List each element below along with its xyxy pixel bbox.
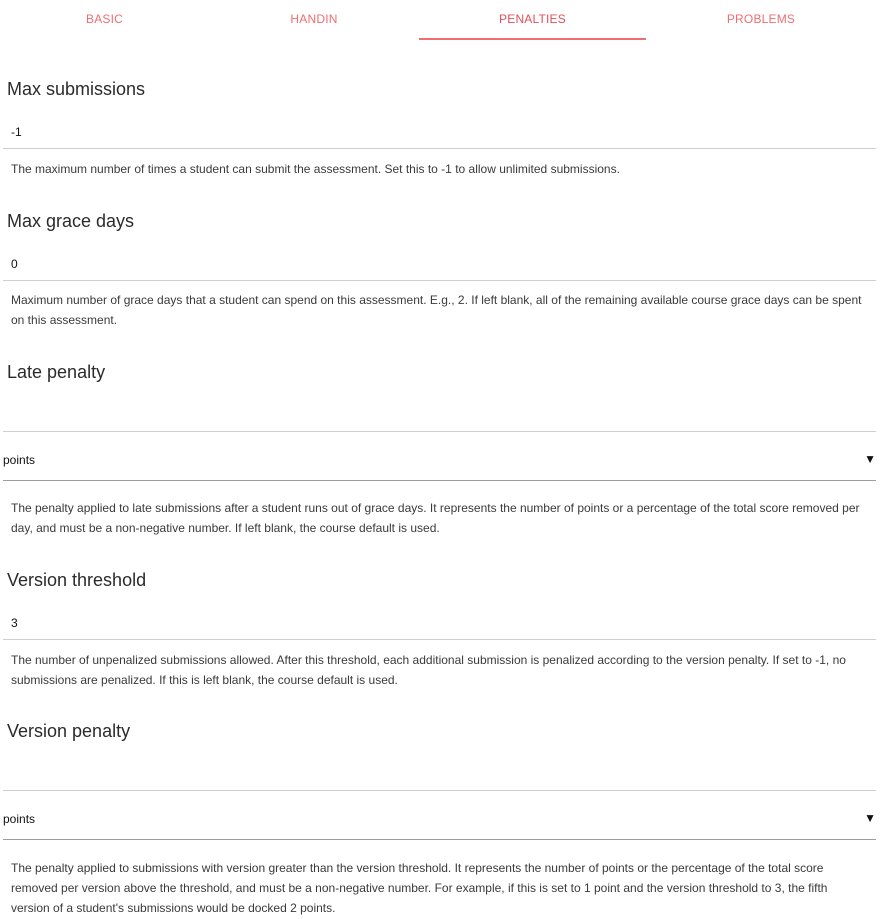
version-threshold-label: Version threshold [7, 570, 147, 590]
late-penalty-unit-select[interactable] [3, 441, 876, 481]
version-penalty-input[interactable] [3, 757, 876, 791]
late-penalty-help: The penalty applied to late submissions after a student runs out of grace days. It represents the number of points or a percentage of the total score removed per day, and must be a non-negative number. If left blank, the course default is used. [11, 501, 860, 535]
tab-handin[interactable]: HANDIN [290, 12, 338, 26]
version-penalty-label: Version penalty [7, 721, 131, 741]
caret-down-icon: ▼ [864, 452, 876, 466]
late-penalty-input[interactable] [3, 398, 876, 432]
max-submissions-help: The maximum number of times a student can submit the assessment. Set this to -1 to allow unlimited submissions. [11, 162, 620, 176]
tab-bar [0, 0, 876, 42]
max-submissions-label: Max submissions [7, 79, 146, 99]
caret-down-icon: ▼ [864, 811, 876, 825]
version-threshold-help: The number of unpenalized submissions allowed. After this threshold, each additional submission is penalized according to the version penalty. If set to -1, no submissions are penalized. If this is left blank, the course default is used. [11, 653, 846, 687]
tab-basic[interactable]: BASIC [85, 12, 123, 26]
tab-penalties[interactable]: PENALTIES [499, 12, 566, 26]
version-penalty-unit-select[interactable] [3, 800, 876, 840]
version-penalty-help: The penalty applied to submissions with version greater than the version threshold. It represents the number of points or the percentage of the total score removed per version above the threshold, and must be a non-negative number. For example, if this is set to 1 point and the version threshold to 3, the fifth version of a student's submissions would be docked 2 points. [11, 861, 828, 915]
max-grace-days-label: Max grace days [7, 211, 135, 231]
late-penalty-label: Late penalty [7, 362, 106, 382]
version-threshold-input[interactable] [3, 606, 876, 640]
max-submissions-input[interactable] [3, 115, 876, 149]
late-penalty-unit-value: points [3, 453, 36, 467]
active-tab-indicator [419, 38, 646, 40]
max-grace-days-input[interactable] [3, 247, 876, 281]
max-grace-days-help: Maximum number of grace days that a student can spend on this assessment. E.g., 2. If left blank, all of the remaining available course grace days can be spent on this assessment. [11, 293, 862, 327]
tab-problems[interactable]: PROBLEMS [726, 12, 796, 26]
version-penalty-unit-value: points [3, 812, 36, 826]
